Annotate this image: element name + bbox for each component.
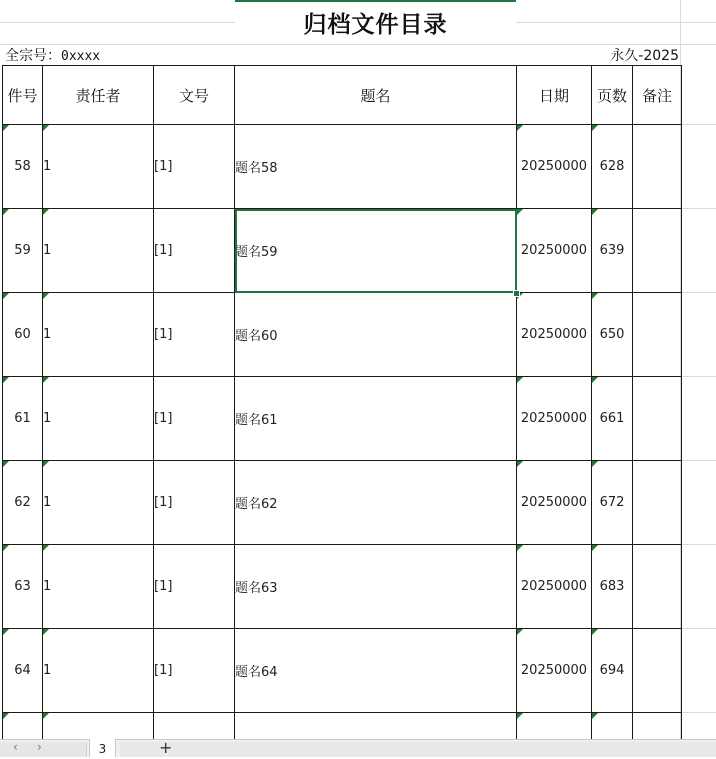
header-cell-note[interactable]: 备注 <box>633 66 682 125</box>
cell-num[interactable]: 63 <box>3 545 43 629</box>
cell-num[interactable]: 61 <box>3 377 43 461</box>
cell-doc-no[interactable]: [1] <box>154 629 235 713</box>
sheet-title[interactable]: 归档文件目录 <box>303 10 448 38</box>
cell-author[interactable]: 1 <box>43 125 154 209</box>
gridline <box>680 376 716 377</box>
cell-doc-no[interactable] <box>154 713 235 740</box>
table-row <box>3 293 682 377</box>
table-row <box>3 209 682 293</box>
cell-author[interactable]: 1 <box>43 629 154 713</box>
gridline <box>680 208 716 209</box>
fill-handle[interactable] <box>513 290 520 297</box>
retention-period[interactable]: 永久-2025 <box>610 48 679 64</box>
cell-author[interactable]: 1 <box>43 209 154 293</box>
cell-note[interactable] <box>633 377 682 461</box>
cell-doc-no[interactable]: [1] <box>154 461 235 545</box>
chevron-right-icon[interactable]: › <box>37 740 42 754</box>
gridline <box>0 44 716 45</box>
gridline <box>680 544 716 545</box>
cell-note[interactable] <box>633 125 682 209</box>
header-cell-doc-no[interactable]: 文号 <box>154 66 235 125</box>
cell-pages[interactable]: 694 <box>592 629 633 713</box>
table-row <box>3 713 682 740</box>
cell-date[interactable]: 20250000 <box>517 461 592 545</box>
cell-note[interactable] <box>633 461 682 545</box>
cell-author[interactable]: 1 <box>43 461 154 545</box>
sheet-tab-active[interactable]: 3 <box>89 739 116 757</box>
cell-doc-no[interactable]: [1] <box>154 545 235 629</box>
cell-author[interactable]: 1 <box>43 293 154 377</box>
cell-num[interactable] <box>3 713 43 740</box>
header-cell-num[interactable]: 件号 <box>3 66 43 125</box>
cell-title[interactable]: 题名60 <box>235 293 517 377</box>
cell-note[interactable] <box>633 629 682 713</box>
cell-title[interactable]: 题名61 <box>235 377 517 461</box>
cell-pages[interactable]: 628 <box>592 125 633 209</box>
cell-pages[interactable]: 639 <box>592 209 633 293</box>
header-cell-pages[interactable]: 页数 <box>592 66 633 125</box>
gridline <box>516 22 716 23</box>
cell-doc-no[interactable]: [1] <box>154 293 235 377</box>
cell-pages[interactable]: 650 <box>592 293 633 377</box>
fonds-value: 0xxxx <box>61 49 101 64</box>
table-row <box>3 377 682 461</box>
gridline <box>680 712 716 713</box>
cell-note[interactable] <box>633 209 682 293</box>
header-cell-author[interactable]: 责任者 <box>43 66 154 125</box>
header-cell-title[interactable]: 题名 <box>235 66 517 125</box>
cell-pages[interactable]: 683 <box>592 545 633 629</box>
cell-num[interactable]: 62 <box>3 461 43 545</box>
sheet-tab-bar <box>0 739 716 757</box>
cell-date[interactable]: 20250000 <box>517 293 592 377</box>
cell-pages[interactable]: 672 <box>592 461 633 545</box>
cell-author[interactable] <box>43 713 154 740</box>
tab-strip <box>120 738 716 757</box>
cell-note[interactable] <box>633 545 682 629</box>
cell-title[interactable]: 题名64 <box>235 629 517 713</box>
cell-num[interactable]: 64 <box>3 629 43 713</box>
gridline <box>0 22 235 23</box>
cell-date[interactable] <box>517 713 592 740</box>
gridline <box>680 460 716 461</box>
header-cell-date[interactable]: 日期 <box>517 66 592 125</box>
cell-note[interactable] <box>633 713 682 740</box>
cell-date[interactable]: 20250000 <box>517 125 592 209</box>
header-row <box>3 66 682 125</box>
table-row <box>3 629 682 713</box>
cell-pages[interactable]: 661 <box>592 377 633 461</box>
cell-title-selected[interactable]: 题名59 <box>235 209 517 293</box>
catalog-table <box>2 65 682 739</box>
cell-title[interactable]: 题名62 <box>235 461 517 545</box>
cell-note[interactable] <box>633 293 682 377</box>
table-row <box>3 125 682 209</box>
cell-pages[interactable] <box>592 713 633 740</box>
chevron-left-icon[interactable]: ‹ <box>13 740 18 754</box>
cell-doc-no[interactable]: [1] <box>154 209 235 293</box>
gridline <box>680 124 716 125</box>
cell-date[interactable]: 20250000 <box>517 209 592 293</box>
table-row <box>3 545 682 629</box>
cell-num[interactable]: 58 <box>3 125 43 209</box>
fonds-number[interactable] <box>5 45 100 65</box>
table-row <box>3 461 682 545</box>
cell-date[interactable]: 20250000 <box>517 629 592 713</box>
cell-doc-no[interactable]: [1] <box>154 377 235 461</box>
cell-doc-no[interactable]: [1] <box>154 125 235 209</box>
cell-title[interactable]: 题名63 <box>235 545 517 629</box>
cell-author[interactable]: 1 <box>43 377 154 461</box>
cell-title[interactable]: 题名58 <box>235 125 517 209</box>
gridline <box>680 628 716 629</box>
cell-num[interactable]: 60 <box>3 293 43 377</box>
fonds-label: 全宗号： <box>5 48 61 64</box>
cell-date[interactable]: 20250000 <box>517 377 592 461</box>
cell-num[interactable]: 59 <box>3 209 43 293</box>
cell-author[interactable]: 1 <box>43 545 154 629</box>
cell-title[interactable] <box>235 713 517 740</box>
cell-date[interactable]: 20250000 <box>517 545 592 629</box>
add-sheet-icon[interactable]: + <box>159 738 173 757</box>
gridline <box>680 292 716 293</box>
